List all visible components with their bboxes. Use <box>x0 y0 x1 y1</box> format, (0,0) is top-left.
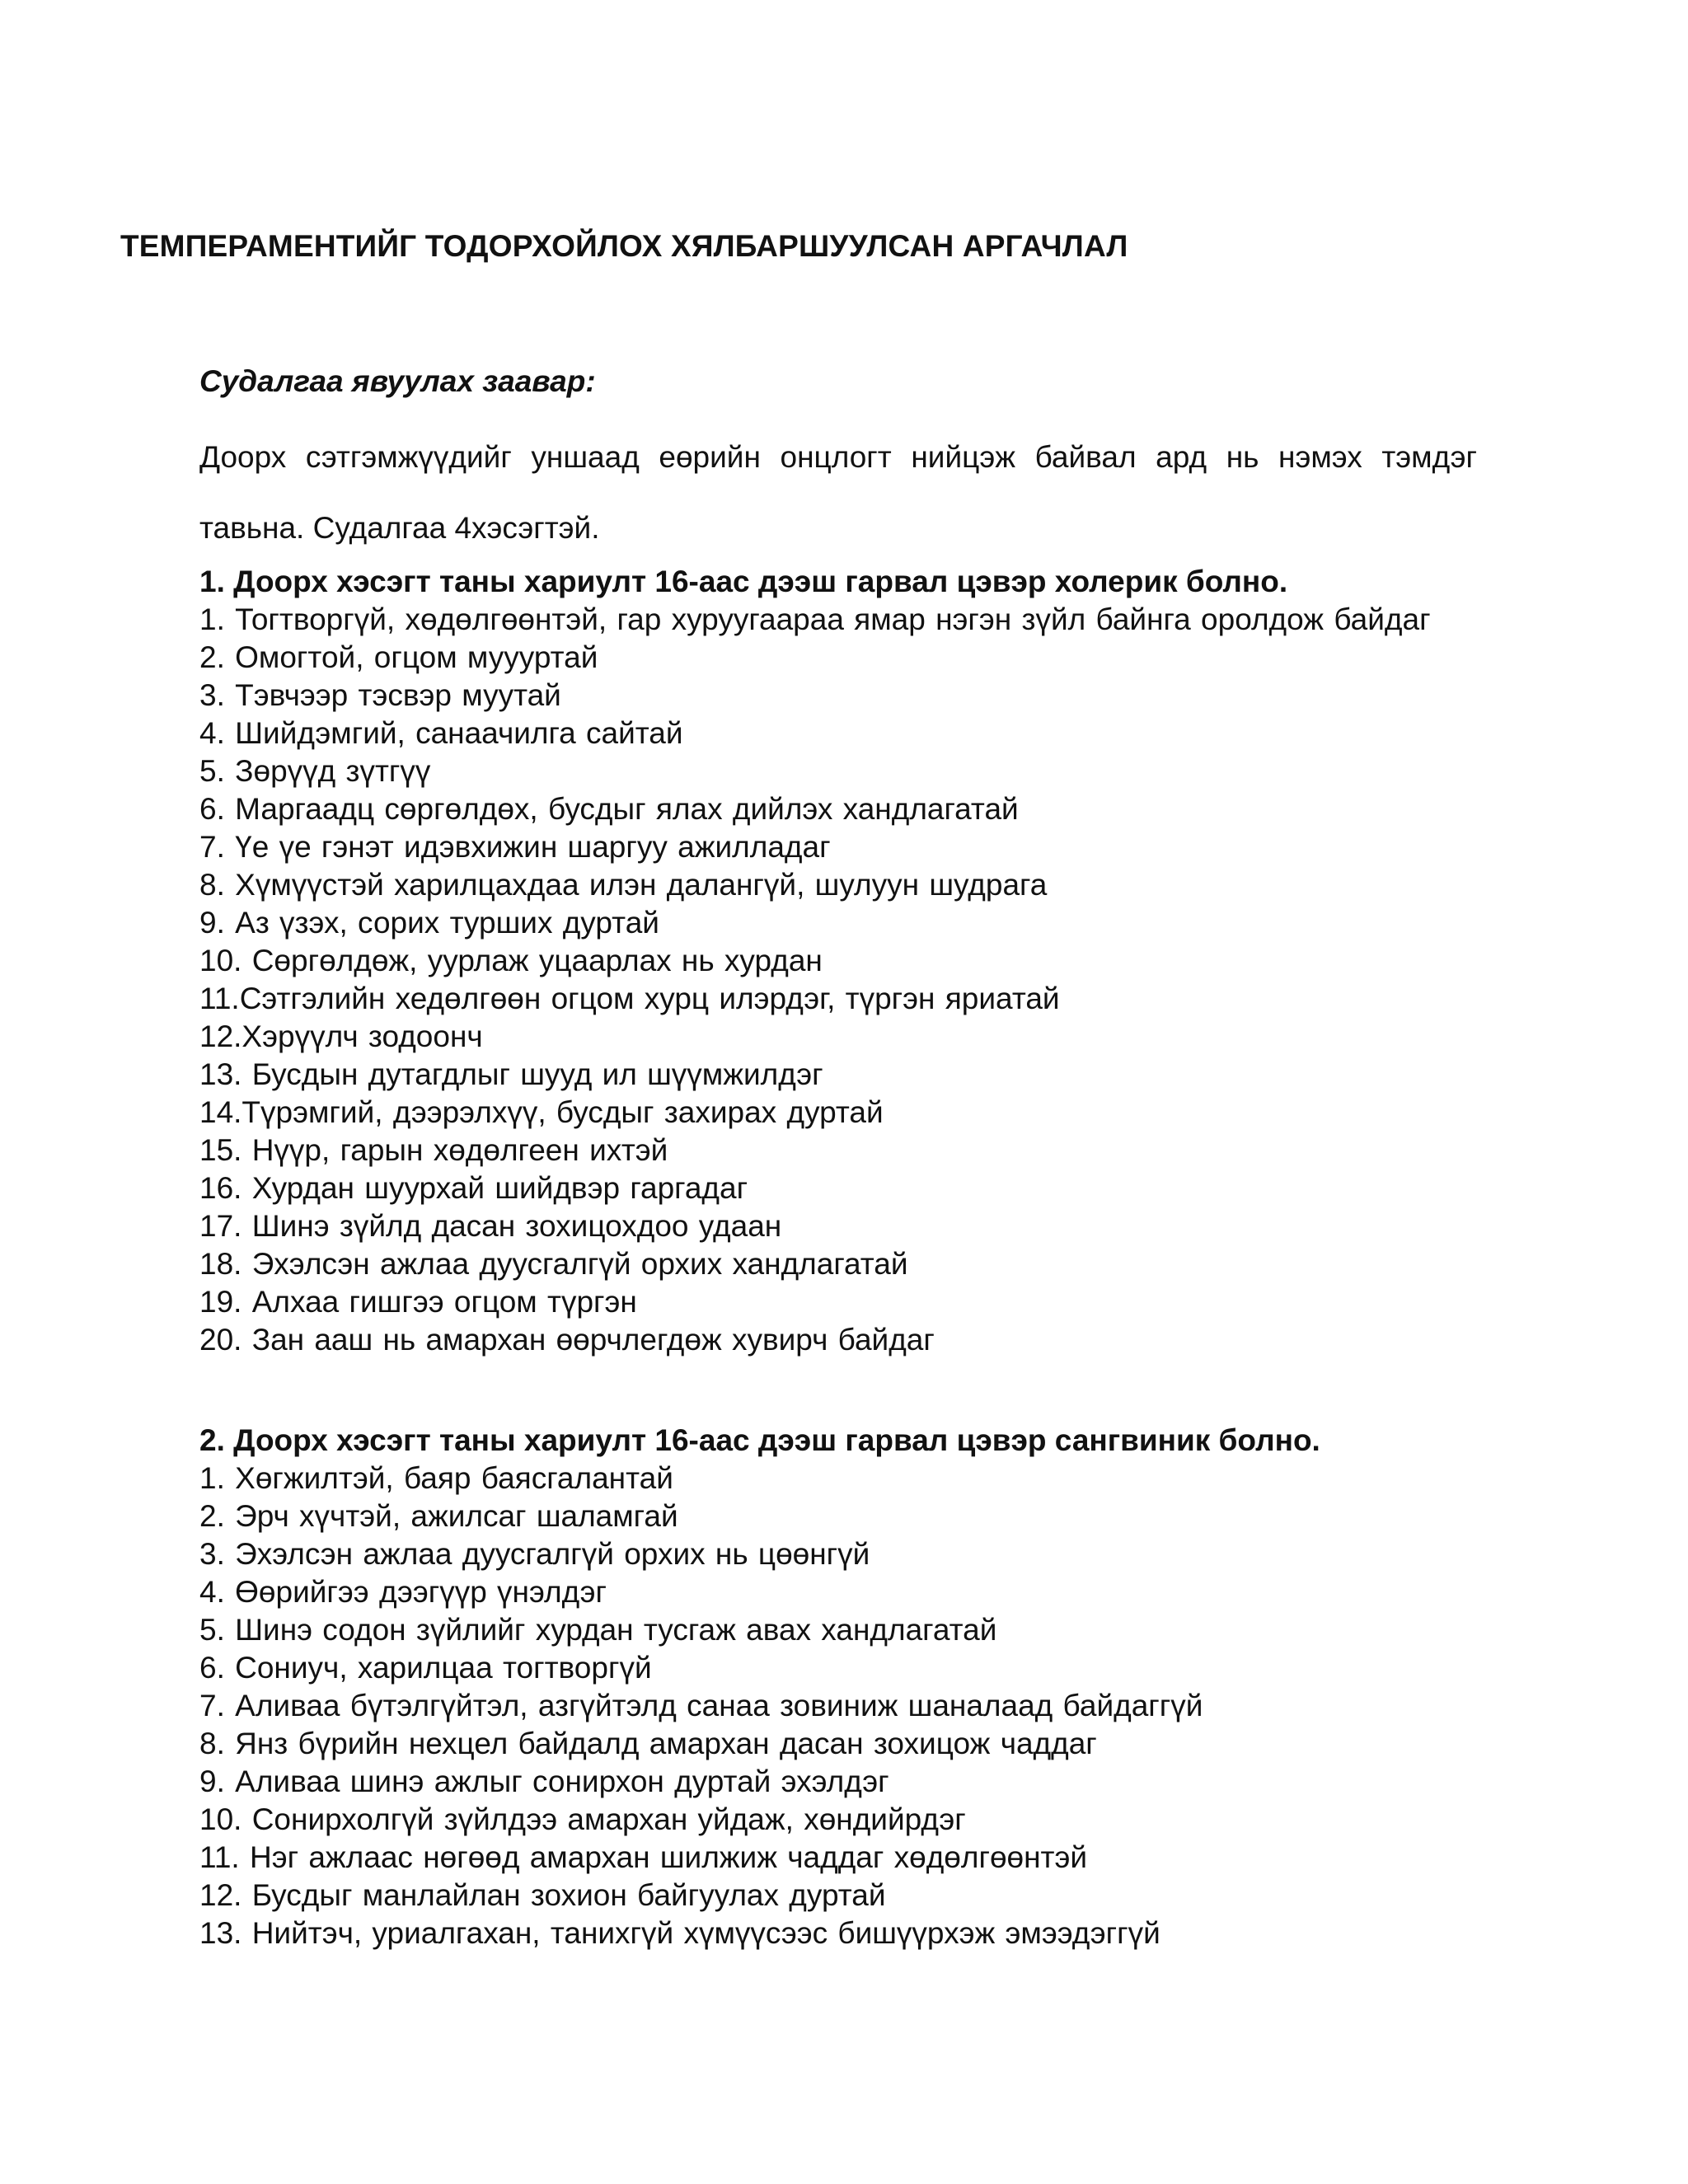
list-item: 17. Шинэ зүйлд дасан зохицохдоо удаан <box>199 1209 782 1243</box>
list-item: 1. Хөгжилтэй, баяр баясгалантай <box>199 1461 673 1495</box>
list-item: 8. Хүмүүстэй харилцахдаа илэн далангүй, шулуун шудрага <box>199 868 1048 902</box>
statement-list <box>199 1460 1477 1952</box>
list-item: 4. Өөрийгээ дээгүүр үнэлдэг <box>199 1575 607 1609</box>
list-item: 9. Аз үзэх, сорих турших дуртай <box>199 906 659 940</box>
list-item: 8. Янз бүрийн нехцел байдалд амархан дасан зохицож чаддаг <box>199 1727 1097 1760</box>
statement-list <box>199 601 1477 1359</box>
list-item: 2. Омогтой, огцом муууртай <box>199 640 598 674</box>
instructions-text: Доорх сэтгэмжүүдийг уншаад еөрийн онцлогт нийцэж байвал ард нь нэмэх тэмдэг тавьна. Судалгаа 4хэсэгтэй. <box>199 440 1477 545</box>
section-heading: 2. Доорх хэсэгт таны хариулт 16-аас дээш гарвал цэвэр сангвиник болно. <box>199 1423 1320 1457</box>
list-item: 7. Үе үе гэнэт идэвхижин шаргуу ажилладаг <box>199 830 831 864</box>
section-sanguine <box>199 1422 1477 1952</box>
instructions-heading: Судалгаа явуулах заавар: <box>199 364 596 398</box>
list-item: 6. Сониуч, харилцаа тогтворгүй <box>199 1651 652 1685</box>
list-item: 19. Алхаа гишгээ огцом түргэн <box>199 1285 637 1319</box>
list-item: 10. Сонирхолгүй зүйлдээ амархан уйдаж, хөндийрдэг <box>199 1802 966 1836</box>
list-item: 7. Аливаа бүтэлгүйтэл, азгүйтэлд санаа зовиниж шаналаад байдаггүй <box>199 1689 1203 1722</box>
list-item: 5. Зөрүүд зүтгүү <box>199 754 431 788</box>
list-item: 3. Эхэлсэн ажлаа дуусгалгүй орхих нь цөөнгүй <box>199 1537 870 1571</box>
document-title: ТЕМПЕРАМЕНТИЙГ ТОДОРХОЙЛОХ ХЯЛБАРШУУЛСАН АРГАЧЛАЛ <box>120 229 1128 263</box>
list-item: 15. Нүүр, гарын хөдөлгеен ихтэй <box>199 1133 668 1167</box>
list-item: 12.Хэрүүлч зодоонч <box>199 1019 483 1053</box>
list-item: 18. Эхэлсэн ажлаа дуусгалгүй орхих хандлагатай <box>199 1247 908 1281</box>
list-item: 3. Тэвчээр тэсвэр муутай <box>199 678 561 712</box>
list-item: 2. Эрч хүчтэй, ажилсаг шаламгай <box>199 1499 678 1533</box>
list-item: 11.Сэтгэлийн хедөлгөөн огцом хурц илэрдэг, түргэн яриатай <box>199 982 1060 1015</box>
list-item: 4. Шийдэмгий, санаачилга сайтай <box>199 716 683 750</box>
section-heading: 1. Доорх хэсэгт таны хариулт 16-аас дээш гарвал цэвэр холерик болно. <box>199 565 1288 598</box>
section-choleric <box>199 563 1477 1359</box>
list-item: 12. Бусдыг манлайлан зохион байгуулах дуртай <box>199 1878 886 1912</box>
list-item: 1. Тогтворгүй, хөдөлгөөнтэй, гар хуруугаараа ямар нэгэн зүйл байнга оролдож байдаг <box>199 602 1431 636</box>
list-item: 11. Нэг ажлаас нөгөөд амархан шилжиж чаддаг хөдөлгөөнтэй <box>199 1840 1088 1874</box>
list-item: 13. Нийтэч, уриалгахан, танихгүй хүмүүсээс бишүүрхэж эмээдэггүй <box>199 1916 1160 1950</box>
list-item: 10. Сөргөлдөж, уурлаж уцаарлах нь хурдан <box>199 944 823 977</box>
list-item: 6. Маргаадц сөргөлдөх, бусдыг ялах дийлэх хандлагатай <box>199 792 1019 826</box>
list-item: 9. Аливаа шинэ ажлыг сонирхон дуртай эхэлдэг <box>199 1765 889 1798</box>
list-item: 14.Түрэмгий, дээрэлхүү, бусдыг захирах дуртай <box>199 1095 884 1129</box>
list-item: 13. Бусдын дутагдлыг шууд ил шүүмжилдэг <box>199 1057 823 1091</box>
list-item: 5. Шинэ содон зүйлийг хурдан тусгаж авах хандлагатай <box>199 1613 997 1647</box>
list-item: 16. Хурдан шуурхай шийдвэр гаргадаг <box>199 1171 748 1205</box>
list-item: 20. Зан ааш нь амархан өөрчлегдөж хувирч байдаг <box>199 1323 935 1357</box>
